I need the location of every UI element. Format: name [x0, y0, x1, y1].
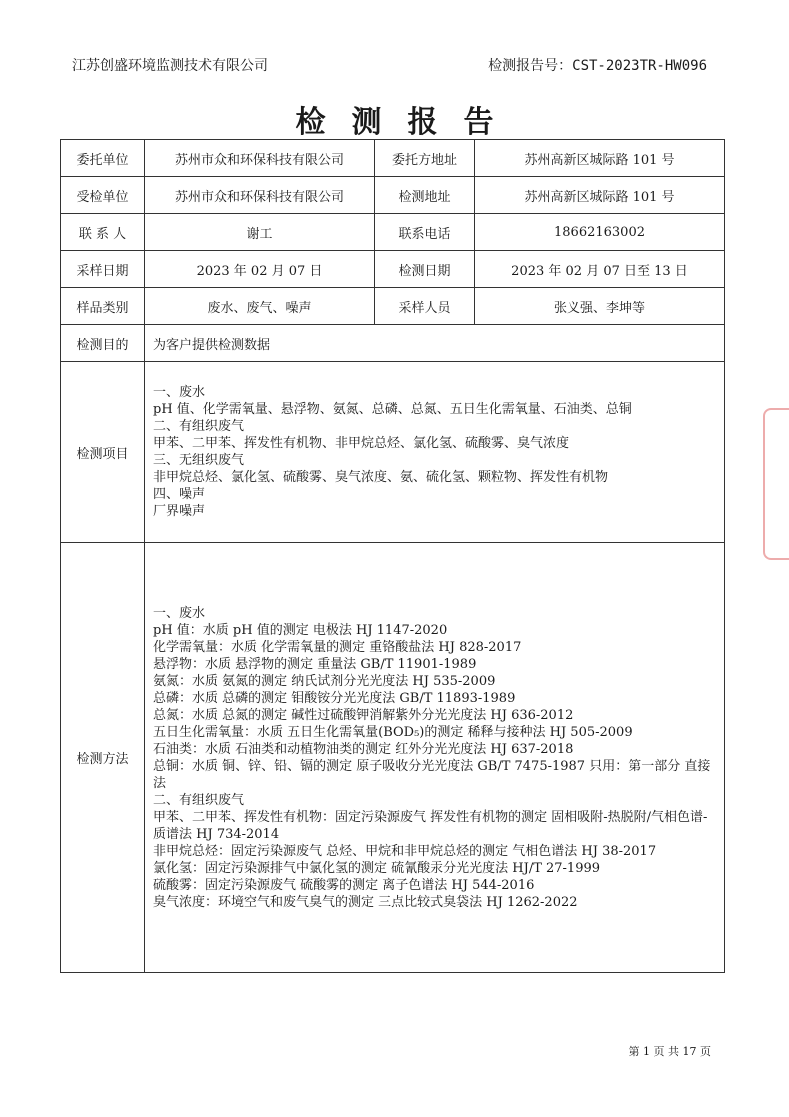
list-item: 硫酸雾：固定污染源废气 硫酸雾的测定 离子色谱法 HJ 544-2016 — [153, 877, 535, 893]
client-address-value: 苏州高新区城际路 101 号 — [475, 140, 725, 177]
sample-date-value: 2023 年 02 月 07 日 — [145, 251, 375, 288]
site-address-value: 苏州高新区城际路 101 号 — [475, 177, 725, 214]
phone-label: 联系电话 — [375, 214, 475, 251]
table-row — [61, 140, 725, 177]
table-row — [61, 543, 725, 973]
list-item: 臭气浓度：环境空气和废气臭气的测定 三点比较式臭袋法 HJ 1262-2022 — [153, 894, 578, 910]
report-number-value: CST-2023TR-HW096 — [572, 58, 707, 74]
report-table — [60, 139, 725, 973]
purpose-value: 为客户提供检测数据 — [145, 325, 725, 362]
list-item: 二、有组织废气 — [153, 792, 245, 808]
category-value: 废水、废气、噪声 — [145, 288, 375, 325]
list-item: 四、噪声 — [153, 487, 206, 502]
methods-label: 检测方法 — [61, 543, 145, 973]
items-value — [145, 362, 725, 543]
client-label: 委托单位 — [61, 140, 145, 177]
list-item: 石油类：水质 石油类和动植物油类的测定 红外分光光度法 HJ 637-2018 — [153, 741, 574, 757]
list-item: 总磷：水质 总磷的测定 钼酸铵分光光度法 GB/T 11893-1989 — [153, 690, 516, 706]
page-title: 检测报告 — [295, 105, 520, 140]
report-number — [488, 55, 707, 75]
list-item: 三、无组织废气 — [153, 453, 245, 468]
table-row — [61, 325, 725, 362]
methods-list — [153, 605, 716, 911]
company-name: 江苏创盛环境监测技术有限公司 — [72, 58, 268, 74]
seal-stamp — [763, 408, 789, 560]
sampler-value: 张义强、李坤等 — [475, 288, 725, 325]
sample-date-label: 采样日期 — [61, 251, 145, 288]
list-item: 甲苯、二甲苯、挥发性有机物：固定污染源废气 挥发性有机物的测定 固相吸附-热脱附/气相色谱-质谱法 HJ 734-2014 — [153, 809, 708, 842]
list-item: 一、废水 — [153, 385, 206, 400]
list-item: 二、有组织废气 — [153, 419, 245, 434]
table-row — [61, 362, 725, 543]
list-item: 悬浮物：水质 悬浮物的测定 重量法 GB/T 11901-1989 — [153, 656, 477, 672]
table-row — [61, 214, 725, 251]
list-item: 甲苯、二甲苯、挥发性有机物、非甲烷总烃、氯化氢、硫酸雾、臭气浓度 — [153, 436, 570, 451]
list-item: 总氮：水质 总氮的测定 碱性过硫酸钾消解紫外分光光度法 HJ 636-2012 — [153, 707, 574, 723]
site-address-label: 检测地址 — [375, 177, 475, 214]
list-item: 总铜：水质 铜、锌、铅、镉的测定 原子吸收分光光度法 GB/T 7475-1987 只用：第一部分 直接法 — [153, 758, 711, 791]
inspected-value: 苏州市众和环保科技有限公司 — [145, 177, 375, 214]
report-number-label: 检测报告号： — [488, 58, 573, 74]
inspected-label: 受检单位 — [61, 177, 145, 214]
page-number: 第 1 页 共 17 页 — [628, 1045, 711, 1058]
contact-value: 谢工 — [145, 214, 375, 251]
table-row — [61, 288, 725, 325]
list-item: 一、废水 — [153, 605, 206, 621]
test-date-label: 检测日期 — [375, 251, 475, 288]
list-item: 五日生化需氧量：水质 五日生化需氧量(BOD₅)的测定 稀释与接种法 HJ 505-2009 — [153, 724, 633, 740]
list-item: 厂界噪声 — [153, 504, 206, 519]
table-row — [61, 251, 725, 288]
client-address-label: 委托方地址 — [375, 140, 475, 177]
list-item: 非甲烷总烃：固定污染源废气 总烃、甲烷和非甲烷总烃的测定 气相色谱法 HJ 38-2017 — [153, 843, 657, 859]
list-item: 氨氮：水质 氨氮的测定 纳氏试剂分光光度法 HJ 535-2009 — [153, 673, 496, 689]
contact-label: 联 系 人 — [61, 214, 145, 251]
list-item: 氯化氢：固定污染源排气中氯化氢的测定 硫氰酸汞分光光度法 HJ/T 27-1999 — [153, 860, 601, 876]
client-value: 苏州市众和环保科技有限公司 — [145, 140, 375, 177]
purpose-label: 检测目的 — [61, 325, 145, 362]
methods-value — [145, 543, 725, 973]
sampler-label: 采样人员 — [375, 288, 475, 325]
category-label: 样品类别 — [61, 288, 145, 325]
items-label: 检测项目 — [61, 362, 145, 543]
table-row — [61, 177, 725, 214]
list-item: pH 值、化学需氧量、悬浮物、氨氮、总磷、总氮、五日生化需氧量、石油类、总铜 — [153, 402, 632, 417]
list-item: pH 值：水质 pH 值的测定 电极法 HJ 1147-2020 — [153, 622, 448, 638]
phone-value: 18662163002 — [475, 214, 725, 251]
list-item: 非甲烷总烃、氯化氢、硫酸雾、臭气浓度、氨、硫化氢、颗粒物、挥发性有机物 — [153, 470, 609, 485]
items-list — [153, 384, 716, 520]
test-date-value: 2023 年 02 月 07 日至 13 日 — [475, 251, 725, 288]
list-item: 化学需氧量：水质 化学需氧量的测定 重铬酸盐法 HJ 828-2017 — [153, 639, 522, 655]
